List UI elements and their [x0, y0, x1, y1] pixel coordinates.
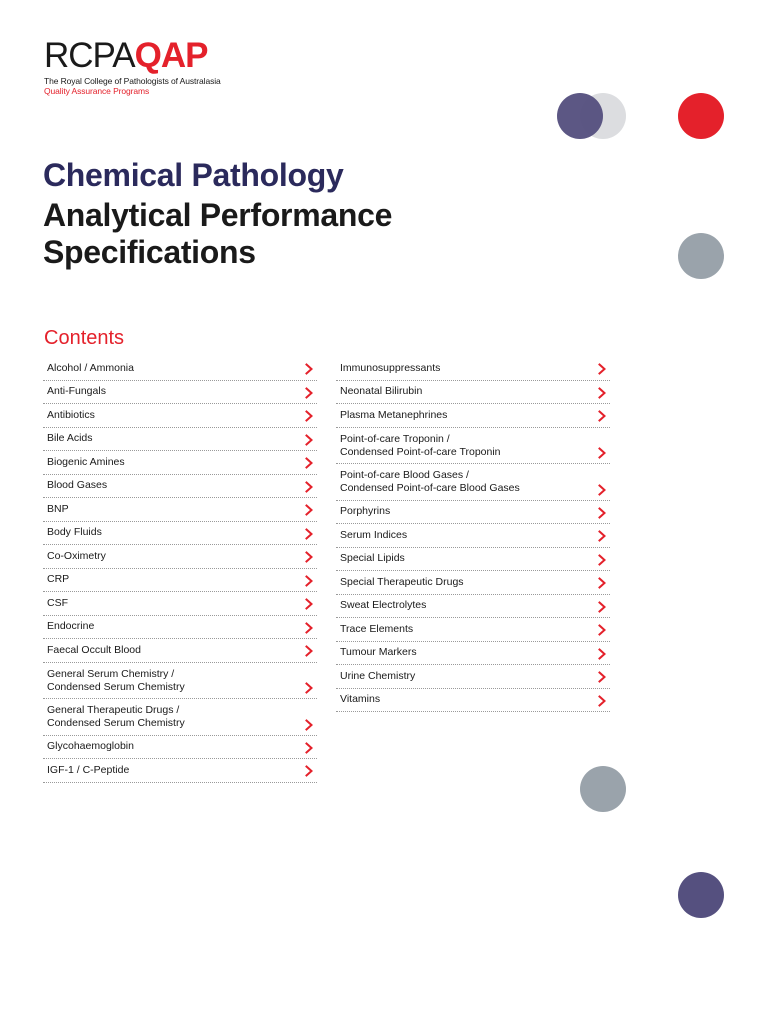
- decorative-dot-grey-lower: [580, 766, 626, 812]
- chevron-right-icon: [303, 622, 315, 634]
- contents-item-label: Plasma Metanephrines: [340, 408, 448, 421]
- contents-item-label: CSF: [47, 596, 68, 609]
- contents-item-label: BNP: [47, 502, 69, 515]
- logo-qap: QAP: [134, 36, 208, 75]
- chevron-right-icon: [303, 363, 315, 375]
- contents-item-igf-1-c-peptide[interactable]: [43, 759, 317, 783]
- decorative-dot-purple-lower: [678, 872, 724, 918]
- chevron-right-icon: [303, 457, 315, 469]
- logo-wordmark: [44, 38, 221, 74]
- decorative-dot-red: [678, 93, 724, 139]
- contents-item-alcohol-ammonia[interactable]: [43, 357, 317, 381]
- contents-item-co-oximetry[interactable]: [43, 545, 317, 569]
- contents-item-label: General Therapeutic Drugs / Condensed Serum Chemistry: [47, 704, 185, 730]
- contents-item-sweat-electrolytes[interactable]: [336, 595, 610, 619]
- chevron-right-icon: [303, 504, 315, 516]
- contents-item-label: Alcohol / Ammonia: [47, 361, 134, 374]
- contents-item-label: Sweat Electrolytes: [340, 599, 427, 612]
- chevron-right-icon: [596, 648, 608, 660]
- contents-heading: Contents: [44, 327, 125, 349]
- chevron-right-icon: [596, 410, 608, 422]
- contents-item-label: Special Therapeutic Drugs: [340, 575, 464, 588]
- contents-item-label: General Serum Chemistry / Condensed Serum Chemistry: [47, 667, 185, 693]
- chevron-right-icon: [303, 645, 315, 657]
- contents-item-trace-elements[interactable]: [336, 618, 610, 642]
- contents-item-label: Trace Elements: [340, 622, 414, 635]
- chevron-right-icon: [596, 601, 608, 613]
- contents-item-label: Bile Acids: [47, 432, 93, 445]
- contents-item-crp[interactable]: [43, 569, 317, 593]
- contents-item-special-lipids[interactable]: [336, 548, 610, 572]
- page-subtitle: Analytical Performance Specifications: [43, 197, 393, 270]
- chevron-right-icon: [596, 695, 608, 707]
- contents-item-label: Porphyrins: [340, 505, 391, 518]
- contents-item-label: CRP: [47, 573, 70, 586]
- contents-item-csf[interactable]: [43, 592, 317, 616]
- contents-item-point-of-care-blood-gases-condensed-point-of-care-blood-gases[interactable]: [336, 464, 610, 501]
- contents-item-urine-chemistry[interactable]: [336, 665, 610, 689]
- contents-item-bnp[interactable]: [43, 498, 317, 522]
- contents-item-label: Neonatal Bilirubin: [340, 385, 423, 398]
- logo-programs-name: Quality Assurance Programs: [44, 86, 150, 96]
- contents-item-label: Point-of-care Blood Gases / Condensed Point-of-care Blood Gases: [340, 469, 520, 495]
- contents-item-label: Body Fluids: [47, 526, 102, 539]
- contents-item-body-fluids[interactable]: [43, 522, 317, 546]
- contents-list-left: [43, 357, 317, 783]
- contents-item-serum-indices[interactable]: [336, 524, 610, 548]
- page-title: Chemical Pathology: [43, 157, 344, 193]
- contents-item-label: Tumour Markers: [340, 646, 417, 659]
- rcpaqap-logo: [44, 38, 221, 96]
- chevron-right-icon: [303, 410, 315, 422]
- decorative-dot-grey: [678, 233, 724, 279]
- chevron-right-icon: [303, 719, 315, 731]
- chevron-right-icon: [303, 742, 315, 754]
- chevron-right-icon: [596, 671, 608, 683]
- chevron-right-icon: [303, 682, 315, 694]
- chevron-right-icon: [596, 387, 608, 399]
- contents-item-label: Special Lipids: [340, 552, 405, 565]
- contents-item-special-therapeutic-drugs[interactable]: [336, 571, 610, 595]
- chevron-right-icon: [596, 554, 608, 566]
- chevron-right-icon: [596, 507, 608, 519]
- contents-item-label: Anti-Fungals: [47, 385, 106, 398]
- contents-item-biogenic-amines[interactable]: [43, 451, 317, 475]
- contents-item-label: IGF-1 / C-Peptide: [47, 763, 130, 776]
- chevron-right-icon: [596, 624, 608, 636]
- contents-item-label: Faecal Occult Blood: [47, 643, 141, 656]
- contents-item-vitamins[interactable]: [336, 689, 610, 713]
- contents-item-antibiotics[interactable]: [43, 404, 317, 428]
- contents-item-bile-acids[interactable]: [43, 428, 317, 452]
- chevron-right-icon: [596, 484, 608, 496]
- chevron-right-icon: [303, 387, 315, 399]
- contents-item-label: Biogenic Amines: [47, 455, 125, 468]
- contents-item-plasma-metanephrines[interactable]: [336, 404, 610, 428]
- contents-item-blood-gases[interactable]: [43, 475, 317, 499]
- chevron-right-icon: [303, 481, 315, 493]
- contents-item-label: Urine Chemistry: [340, 669, 416, 682]
- contents-item-label: Antibiotics: [47, 408, 95, 421]
- chevron-right-icon: [303, 434, 315, 446]
- contents-item-faecal-occult-blood[interactable]: [43, 639, 317, 663]
- contents-item-label: Vitamins: [340, 693, 381, 706]
- chevron-right-icon: [303, 598, 315, 610]
- chevron-right-icon: [596, 447, 608, 459]
- contents-item-general-therapeutic-drugs-condensed-serum-chemistry[interactable]: [43, 699, 317, 736]
- contents-item-label: Serum Indices: [340, 528, 408, 541]
- chevron-right-icon: [596, 577, 608, 589]
- contents-item-label: Co-Oximetry: [47, 549, 106, 562]
- contents-item-point-of-care-troponin-condensed-point-of-care-troponin[interactable]: [336, 428, 610, 465]
- contents-item-label: Point-of-care Troponin / Condensed Point-of-care Troponin: [340, 432, 501, 458]
- contents-item-porphyrins[interactable]: [336, 501, 610, 525]
- contents-item-immunosuppressants[interactable]: [336, 357, 610, 381]
- chevron-right-icon: [596, 530, 608, 542]
- contents-list-right: [336, 357, 610, 712]
- contents-item-neonatal-bilirubin[interactable]: [336, 381, 610, 405]
- contents-item-anti-fungals[interactable]: [43, 381, 317, 405]
- logo-rcpa: RCPA: [44, 36, 135, 75]
- contents-item-glycohaemoglobin[interactable]: [43, 736, 317, 760]
- chevron-right-icon: [303, 528, 315, 540]
- decorative-dot-purple: [557, 93, 603, 139]
- chevron-right-icon: [303, 575, 315, 587]
- contents-item-label: Glycohaemoglobin: [47, 740, 134, 753]
- chevron-right-icon: [303, 551, 315, 563]
- chevron-right-icon: [596, 363, 608, 375]
- contents-item-general-serum-chemistry-condensed-serum-chemistry[interactable]: [43, 663, 317, 700]
- contents-item-label: Blood Gases: [47, 479, 108, 492]
- contents-item-label: Endocrine: [47, 620, 95, 633]
- contents-item-tumour-markers[interactable]: [336, 642, 610, 666]
- contents-item-label: Immunosuppressants: [340, 361, 441, 374]
- contents-item-endocrine[interactable]: [43, 616, 317, 640]
- chevron-right-icon: [303, 765, 315, 777]
- logo-college-name: The Royal College of Pathologists of Australasia: [44, 76, 221, 86]
